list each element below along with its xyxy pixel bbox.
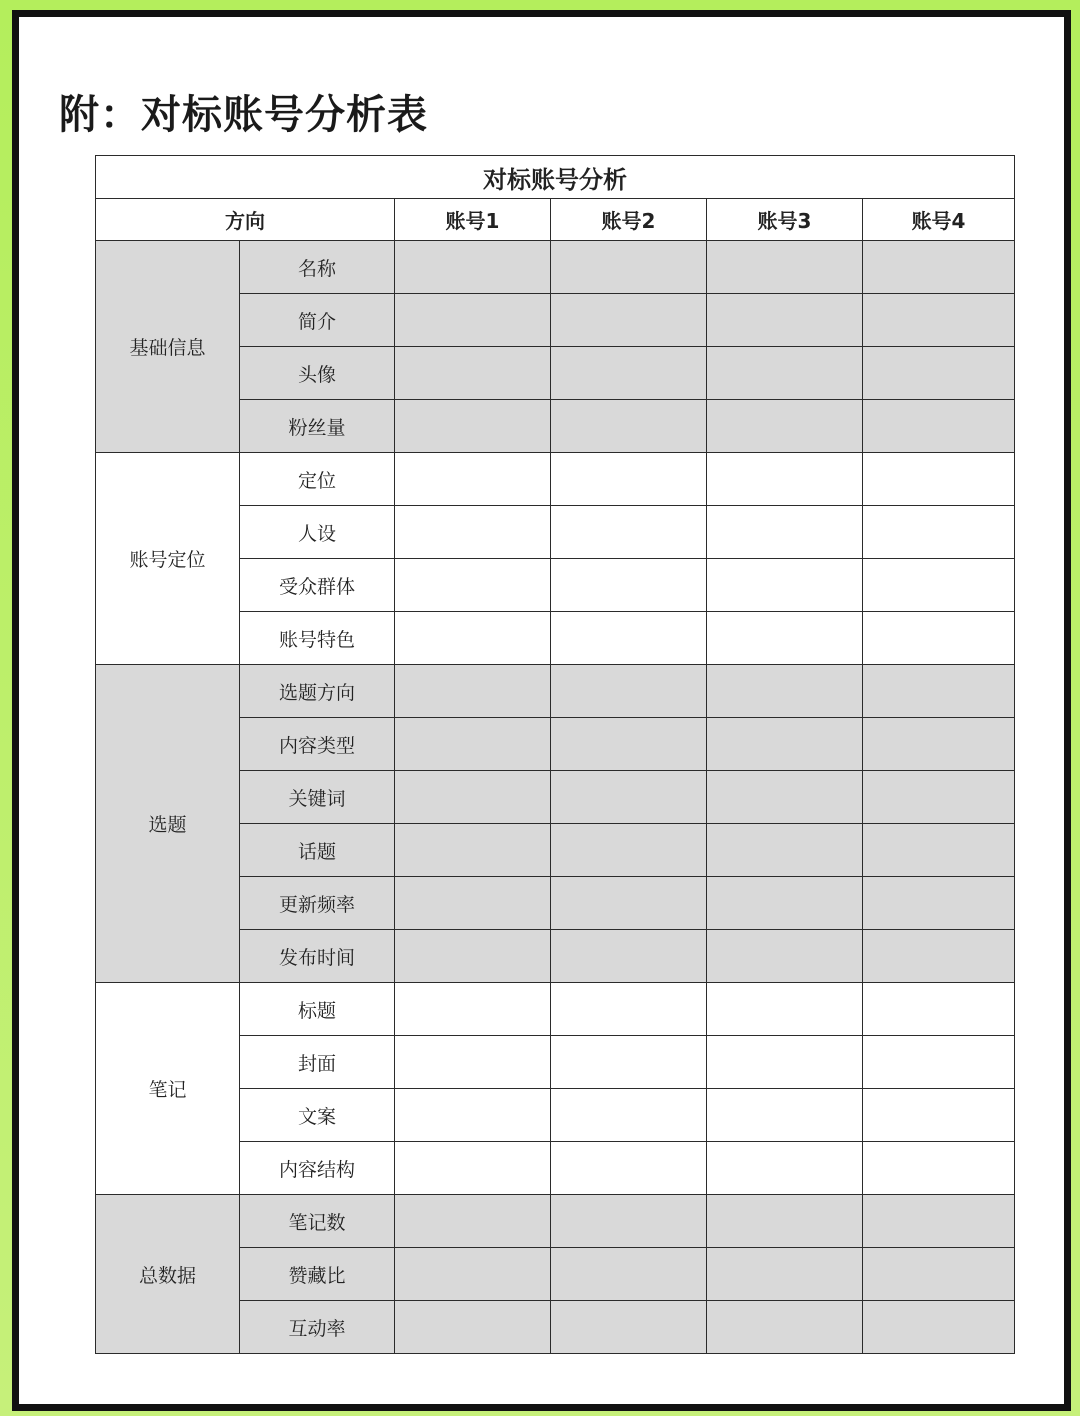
item-label-cell: 粉丝量 <box>240 400 395 453</box>
document-title: 附：对标账号分析表 <box>59 92 428 138</box>
account-1-value-cell[interactable] <box>395 1195 551 1248</box>
account-2-value-cell[interactable] <box>551 665 707 718</box>
category-cell: 基础信息 <box>96 241 240 453</box>
account-4-value-cell[interactable] <box>863 983 1015 1036</box>
account-2-value-cell[interactable] <box>551 1248 707 1301</box>
item-label-cell: 封面 <box>240 1036 395 1089</box>
account-4-value-cell[interactable] <box>863 1036 1015 1089</box>
item-label-cell: 受众群体 <box>240 559 395 612</box>
account-1-value-cell[interactable] <box>395 1248 551 1301</box>
account-1-value-cell[interactable] <box>395 347 551 400</box>
account-4-value-cell[interactable] <box>863 1142 1015 1195</box>
category-cell: 账号定位 <box>96 453 240 665</box>
item-label-cell: 选题方向 <box>240 665 395 718</box>
item-label-cell: 互动率 <box>240 1301 395 1354</box>
item-label-cell: 简介 <box>240 294 395 347</box>
category-cell: 选题 <box>96 665 240 983</box>
table-row <box>96 983 1015 1036</box>
account-2-value-cell[interactable] <box>551 347 707 400</box>
account-2-value-cell[interactable] <box>551 1036 707 1089</box>
account-4-header: 账号4 <box>863 199 1015 241</box>
table-row <box>96 665 1015 718</box>
account-3-value-cell[interactable] <box>707 1248 863 1301</box>
account-3-value-cell[interactable] <box>707 1089 863 1142</box>
account-3-value-cell[interactable] <box>707 1301 863 1354</box>
account-2-value-cell[interactable] <box>551 824 707 877</box>
account-3-value-cell[interactable] <box>707 1036 863 1089</box>
item-label-cell: 定位 <box>240 453 395 506</box>
account-2-value-cell[interactable] <box>551 400 707 453</box>
account-1-value-cell[interactable] <box>395 294 551 347</box>
item-label-cell: 关键词 <box>240 771 395 824</box>
account-3-value-cell[interactable] <box>707 347 863 400</box>
account-3-value-cell[interactable] <box>707 612 863 665</box>
document-frame <box>12 10 1071 1411</box>
table-header-row <box>96 199 1015 241</box>
account-2-value-cell[interactable] <box>551 877 707 930</box>
direction-header: 方向 <box>96 199 395 241</box>
account-2-value-cell[interactable] <box>551 1142 707 1195</box>
account-2-value-cell[interactable] <box>551 453 707 506</box>
account-2-value-cell[interactable] <box>551 1195 707 1248</box>
account-3-value-cell[interactable] <box>707 824 863 877</box>
account-2-value-cell[interactable] <box>551 1301 707 1354</box>
account-3-value-cell[interactable] <box>707 983 863 1036</box>
account-1-value-cell[interactable] <box>395 559 551 612</box>
item-label-cell: 账号特色 <box>240 612 395 665</box>
account-3-value-cell[interactable] <box>707 400 863 453</box>
account-4-value-cell[interactable] <box>863 453 1015 506</box>
account-3-value-cell[interactable] <box>707 877 863 930</box>
account-3-value-cell[interactable] <box>707 930 863 983</box>
account-1-value-cell[interactable] <box>395 718 551 771</box>
item-label-cell: 内容结构 <box>240 1142 395 1195</box>
account-2-value-cell[interactable] <box>551 930 707 983</box>
item-label-cell: 名称 <box>240 241 395 294</box>
account-3-value-cell[interactable] <box>707 1195 863 1248</box>
account-4-value-cell[interactable] <box>863 559 1015 612</box>
account-3-value-cell[interactable] <box>707 665 863 718</box>
item-label-cell: 标题 <box>240 983 395 1036</box>
account-4-value-cell[interactable] <box>863 824 1015 877</box>
account-1-value-cell[interactable] <box>395 1089 551 1142</box>
account-2-value-cell[interactable] <box>551 983 707 1036</box>
category-cell: 总数据 <box>96 1195 240 1354</box>
table-row <box>96 453 1015 506</box>
item-label-cell: 人设 <box>240 506 395 559</box>
account-1-value-cell[interactable] <box>395 453 551 506</box>
table-row <box>96 241 1015 294</box>
account-2-value-cell[interactable] <box>551 771 707 824</box>
item-label-cell: 发布时间 <box>240 930 395 983</box>
account-1-value-cell[interactable] <box>395 1142 551 1195</box>
account-4-value-cell[interactable] <box>863 665 1015 718</box>
table-title: 对标账号分析 <box>96 156 1015 199</box>
account-2-value-cell[interactable] <box>551 718 707 771</box>
item-label-cell: 话题 <box>240 824 395 877</box>
account-1-value-cell[interactable] <box>395 824 551 877</box>
account-3-value-cell[interactable] <box>707 1142 863 1195</box>
account-3-value-cell[interactable] <box>707 294 863 347</box>
category-cell: 笔记 <box>96 983 240 1195</box>
account-4-value-cell[interactable] <box>863 612 1015 665</box>
table-title-row <box>96 156 1015 199</box>
account-4-value-cell[interactable] <box>863 1301 1015 1354</box>
item-label-cell: 头像 <box>240 347 395 400</box>
account-3-header: 账号3 <box>707 199 863 241</box>
account-4-value-cell[interactable] <box>863 1195 1015 1248</box>
account-1-value-cell[interactable] <box>395 771 551 824</box>
account-1-value-cell[interactable] <box>395 612 551 665</box>
account-1-header: 账号1 <box>395 199 551 241</box>
account-4-value-cell[interactable] <box>863 294 1015 347</box>
account-1-value-cell[interactable] <box>395 877 551 930</box>
account-2-value-cell[interactable] <box>551 294 707 347</box>
account-3-value-cell[interactable] <box>707 506 863 559</box>
item-label-cell: 文案 <box>240 1089 395 1142</box>
table-row <box>96 1195 1015 1248</box>
account-4-value-cell[interactable] <box>863 506 1015 559</box>
account-3-value-cell[interactable] <box>707 559 863 612</box>
account-1-value-cell[interactable] <box>395 1301 551 1354</box>
account-1-value-cell[interactable] <box>395 983 551 1036</box>
account-4-value-cell[interactable] <box>863 877 1015 930</box>
account-2-header: 账号2 <box>551 199 707 241</box>
account-4-value-cell[interactable] <box>863 1248 1015 1301</box>
account-1-value-cell[interactable] <box>395 241 551 294</box>
account-2-value-cell[interactable] <box>551 241 707 294</box>
account-4-value-cell[interactable] <box>863 1089 1015 1142</box>
account-1-value-cell[interactable] <box>395 506 551 559</box>
account-2-value-cell[interactable] <box>551 506 707 559</box>
account-1-value-cell[interactable] <box>395 400 551 453</box>
account-3-value-cell[interactable] <box>707 241 863 294</box>
account-4-value-cell[interactable] <box>863 400 1015 453</box>
account-4-value-cell[interactable] <box>863 718 1015 771</box>
account-3-value-cell[interactable] <box>707 453 863 506</box>
account-4-value-cell[interactable] <box>863 347 1015 400</box>
account-1-value-cell[interactable] <box>395 1036 551 1089</box>
item-label-cell: 更新频率 <box>240 877 395 930</box>
account-1-value-cell[interactable] <box>395 930 551 983</box>
account-1-value-cell[interactable] <box>395 665 551 718</box>
account-4-value-cell[interactable] <box>863 930 1015 983</box>
account-3-value-cell[interactable] <box>707 771 863 824</box>
analysis-table <box>95 155 1015 1354</box>
item-label-cell: 赞藏比 <box>240 1248 395 1301</box>
account-3-value-cell[interactable] <box>707 718 863 771</box>
account-4-value-cell[interactable] <box>863 241 1015 294</box>
item-label-cell: 内容类型 <box>240 718 395 771</box>
account-2-value-cell[interactable] <box>551 1089 707 1142</box>
account-2-value-cell[interactable] <box>551 559 707 612</box>
account-2-value-cell[interactable] <box>551 612 707 665</box>
item-label-cell: 笔记数 <box>240 1195 395 1248</box>
account-4-value-cell[interactable] <box>863 771 1015 824</box>
